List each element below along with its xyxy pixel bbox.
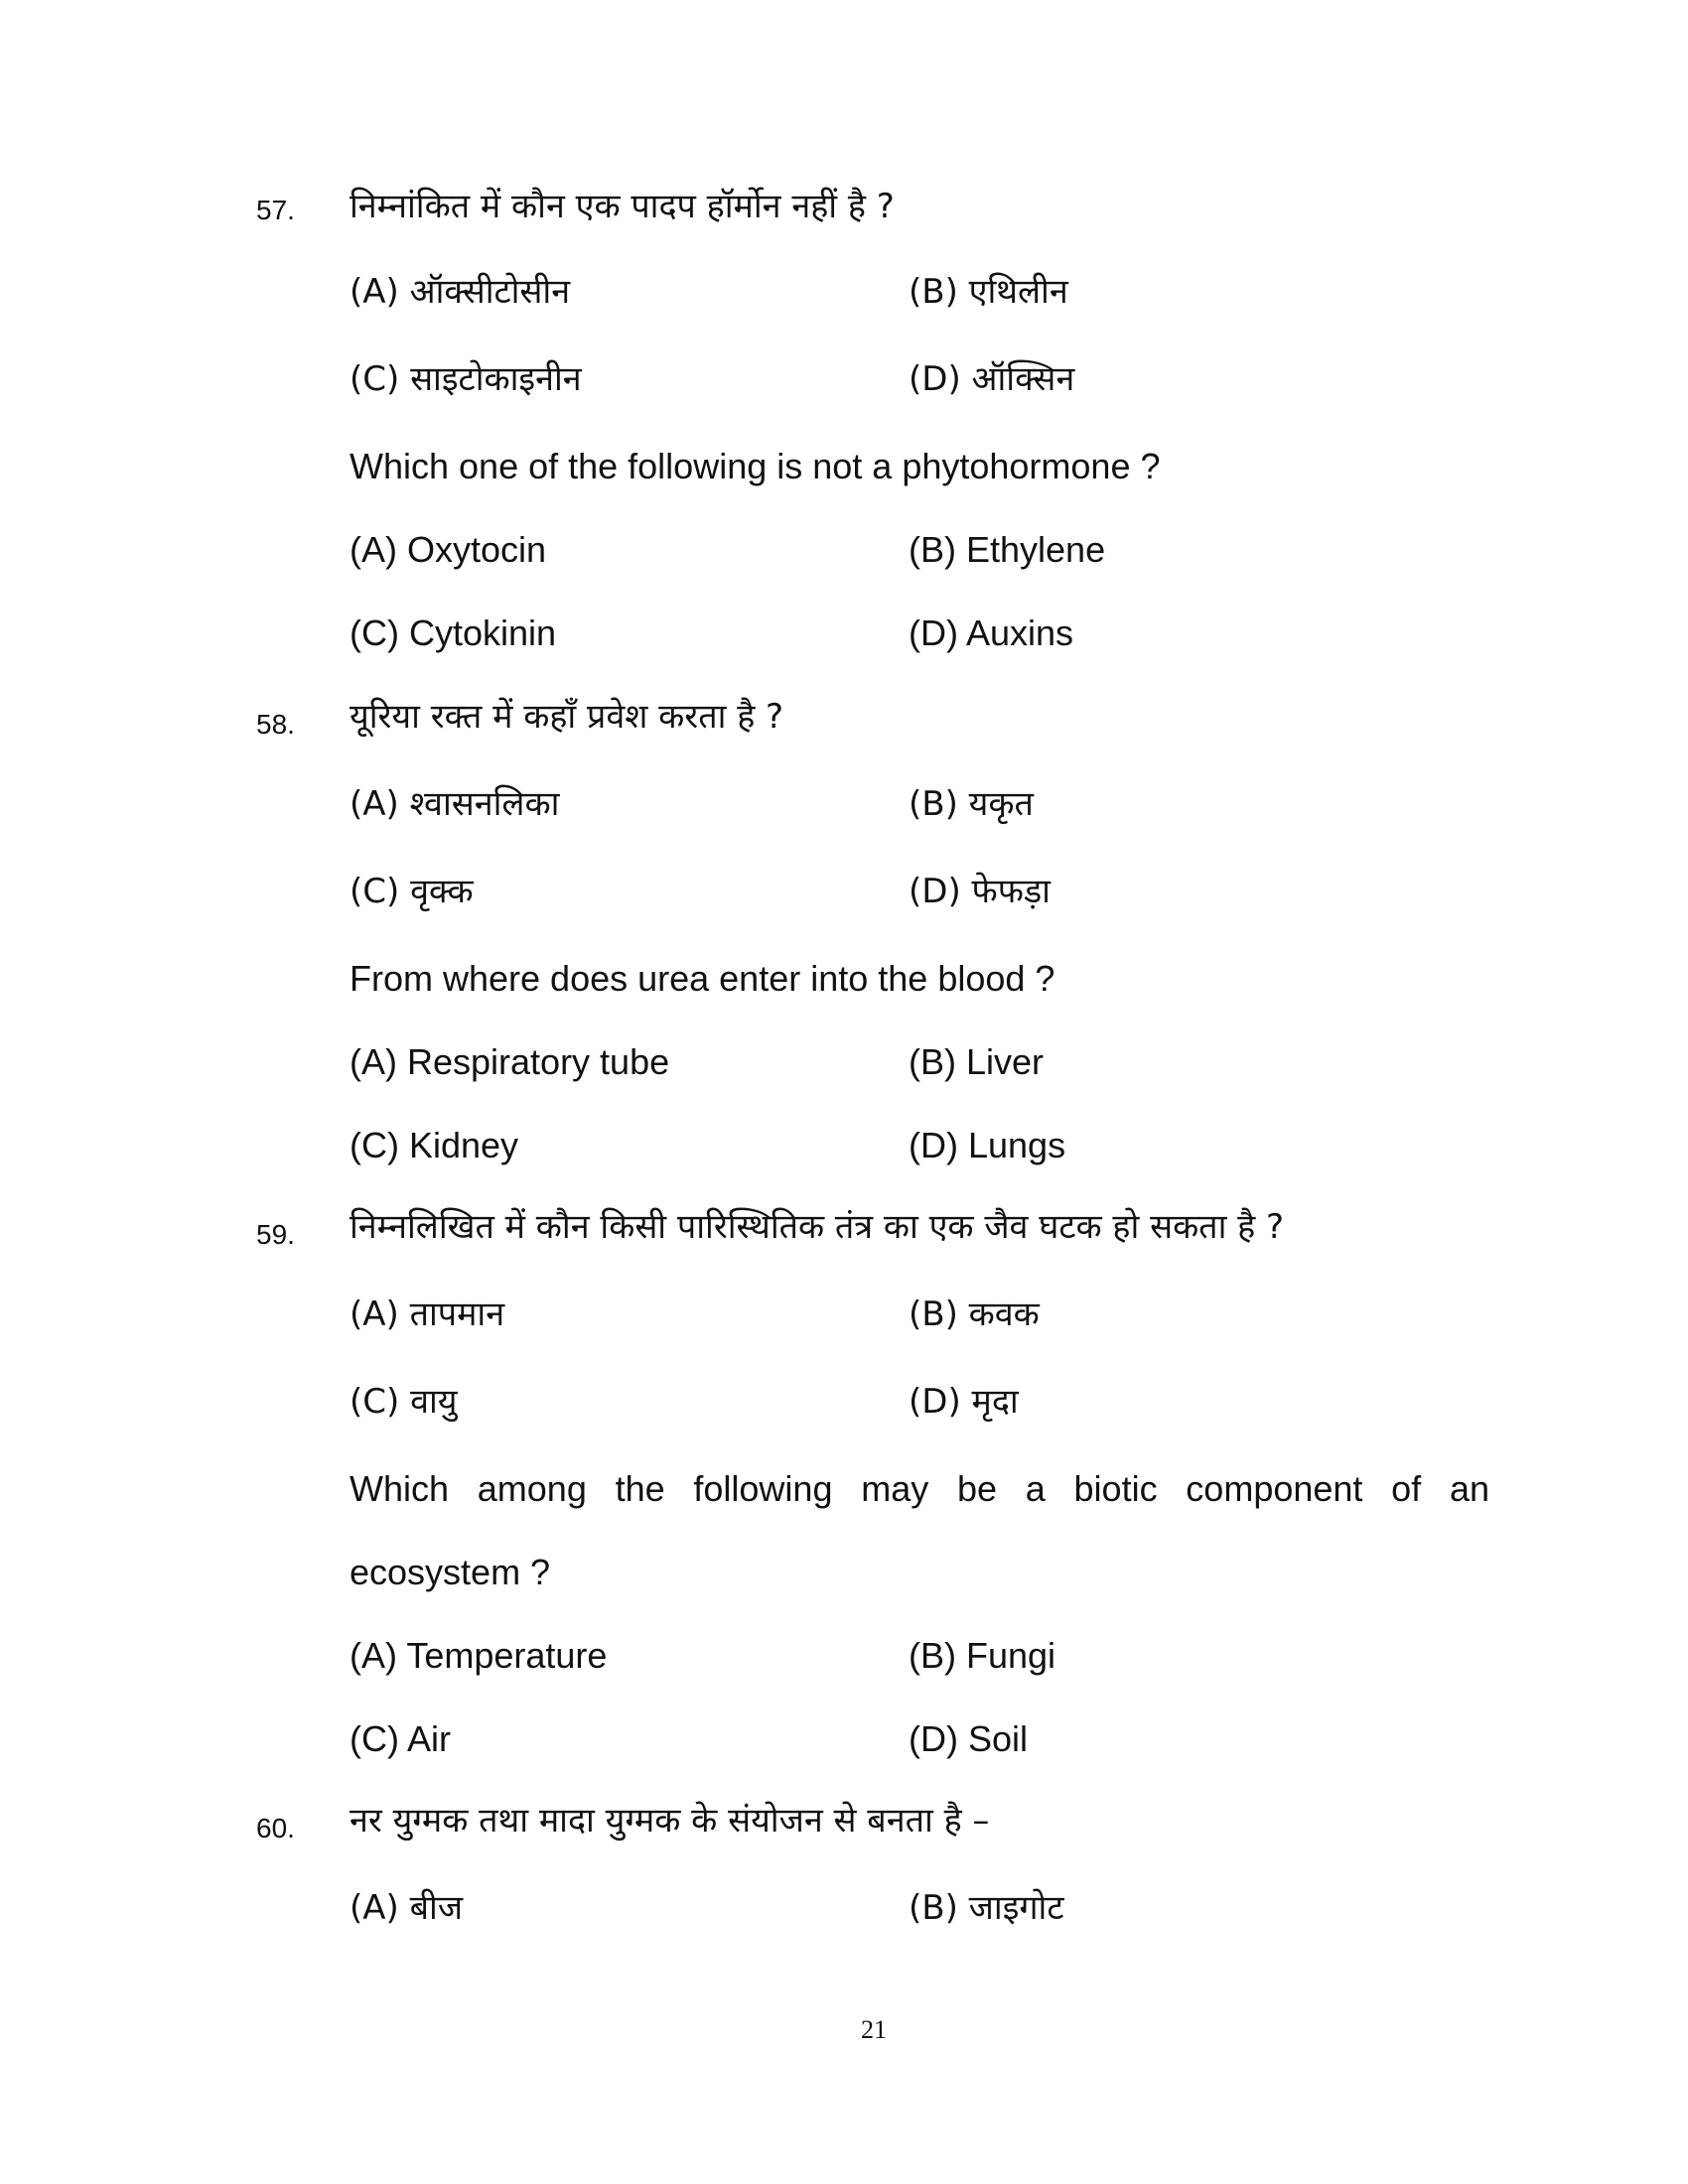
- option-a-hindi: (A) तापमान: [350, 1295, 505, 1334]
- option-b-english: (B) Liver: [909, 1041, 1045, 1082]
- option-d-hindi: (D) मृदा: [909, 1382, 1019, 1422]
- option-b-hindi: (B) एथिलीन: [909, 272, 1068, 312]
- question-text-hindi: यूरिया रक्त में कहाँ प्रवेश करता है ?: [350, 697, 784, 737]
- option-a-english: (A) Temperature: [350, 1635, 608, 1676]
- option-a-english: (A) Oxytocin: [350, 529, 547, 570]
- question-text-english: Which one of the following is not a phytohormone ?: [350, 446, 1161, 486]
- option-b-english: (B) Ethylene: [909, 529, 1106, 570]
- option-b-hindi: (B) यकृत: [909, 784, 1034, 824]
- question-text-hindi: नर युग्मक तथा मादा युग्मक के संयोजन से बनता है –: [350, 1801, 990, 1841]
- question-number: 60.: [256, 1813, 295, 1843]
- option-a-english: (A) Respiratory tube: [350, 1041, 670, 1082]
- option-c-hindi: (C) वायु: [350, 1382, 458, 1422]
- option-d-hindi: (D) फेफड़ा: [909, 872, 1051, 911]
- option-d-english: (D) Auxins: [909, 613, 1074, 653]
- option-d-hindi: (D) ऑक्सिन: [909, 359, 1075, 399]
- page-number: 21: [861, 2015, 887, 2044]
- option-b-english: (B) Fungi: [909, 1635, 1056, 1676]
- question-number: 59.: [256, 1219, 295, 1250]
- question-text-hindi: निम्नांकित में कौन एक पादप हॉर्मोन नहीं है ?: [350, 187, 895, 226]
- option-c-hindi: (C) वृक्क: [350, 872, 474, 911]
- question-number: 57.: [256, 195, 295, 225]
- question-number: 58.: [256, 709, 295, 740]
- option-c-english: (C) Cytokinin: [350, 613, 557, 653]
- option-c-english: (C) Air: [350, 1718, 451, 1759]
- option-a-hindi: (A) ऑक्सीटोसीन: [350, 272, 571, 312]
- question-text-english: From where does urea enter into the blood ?: [350, 958, 1055, 999]
- option-c-english: (C) Kidney: [350, 1125, 519, 1165]
- question-text-hindi: निम्नलिखित में कौन किसी पारिस्थितिक तंत्र का एक जैव घटक हो सकता है ?: [350, 1207, 1285, 1247]
- option-a-hindi: (A) श्वासनलिका: [350, 784, 560, 824]
- option-a-hindi: (A) बीज: [350, 1888, 464, 1928]
- option-c-hindi: (C) साइटोकाइनीन: [350, 359, 582, 399]
- option-b-hindi: (B) कवक: [909, 1295, 1040, 1334]
- option-b-hindi: (B) जाइगोट: [909, 1888, 1064, 1928]
- question-text-english-line2: ecosystem ?: [350, 1552, 551, 1592]
- question-text-english-line1: Which among the following may be a biotic component of an: [350, 1468, 1489, 1509]
- option-d-english: (D) Lungs: [909, 1125, 1066, 1165]
- option-d-english: (D) Soil: [909, 1718, 1029, 1759]
